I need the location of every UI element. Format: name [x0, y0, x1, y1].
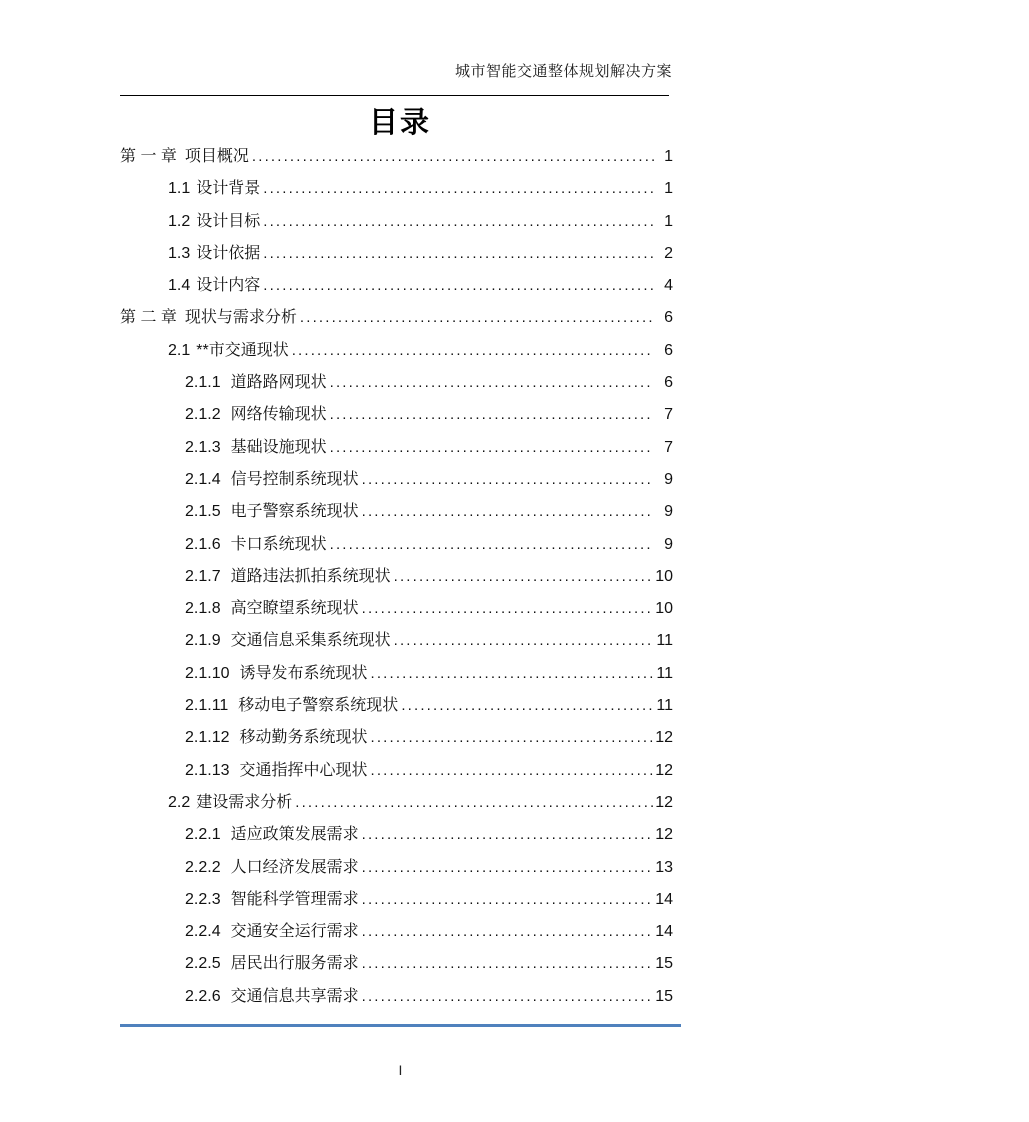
toc-list: [120, 141, 673, 1013]
toc-entry-label: 交通信息采集系统现状: [230, 632, 391, 650]
toc-entry[interactable]: [120, 787, 673, 819]
toc-entry-number: 2.1.2: [185, 406, 221, 424]
toc-entry[interactable]: [120, 755, 673, 787]
header-rule: [120, 95, 669, 96]
toc-title: 目录: [368, 107, 431, 139]
toc-dot-leader: [263, 238, 654, 270]
toc-entry-label: 高空瞭望系统现状: [230, 600, 359, 618]
toc-entry-label: 设计依据: [196, 244, 261, 262]
toc-entry-number: 1.2: [168, 212, 191, 230]
toc-entry[interactable]: [120, 948, 673, 980]
toc-entry-page: 14: [655, 890, 673, 908]
toc-entry-number: 1.1: [168, 180, 191, 198]
page-header-title: 城市智能交通整体规划解决方案: [454, 64, 672, 80]
toc-dot-leader: [371, 722, 655, 754]
toc-dot-leader: [371, 658, 655, 690]
toc-entry[interactable]: [120, 884, 673, 916]
toc-dot-leader: [300, 302, 654, 334]
toc-entry-number: 2.1.10: [185, 664, 230, 682]
toc-entry[interactable]: [120, 916, 673, 948]
toc-dot-leader: [362, 981, 654, 1013]
toc-entry-number: 2.1.8: [185, 600, 221, 618]
toc-entry[interactable]: [120, 690, 673, 722]
toc-entry[interactable]: [120, 981, 673, 1013]
toc-entry[interactable]: [120, 464, 673, 496]
toc-entry[interactable]: [120, 722, 673, 754]
toc-entry-number: 2.2.5: [185, 955, 221, 973]
toc-entry-label: 交通安全运行需求: [230, 923, 359, 941]
toc-dot-leader: [252, 141, 654, 173]
toc-entry-label: 移动勤务系统现状: [239, 729, 368, 747]
toc-entry-label: 基础设施现状: [230, 438, 327, 456]
toc-entry[interactable]: [120, 367, 673, 399]
toc-entry[interactable]: [120, 141, 673, 173]
toc-entry-label: 人口经济发展需求: [230, 858, 359, 876]
toc-entry-label: 设计目标: [196, 212, 261, 230]
toc-entry-number: 2.2.1: [185, 826, 221, 844]
toc-dot-leader: [362, 496, 654, 528]
toc-entry-number: 1.4: [168, 277, 191, 295]
toc-entry-page: 7: [664, 406, 673, 424]
toc-dot-leader: [362, 819, 654, 851]
toc-entry[interactable]: [120, 561, 673, 593]
toc-entry-page: 1: [664, 148, 673, 165]
toc-entry-number: 1.3: [168, 244, 191, 262]
toc-entry-number: 2.1.6: [185, 535, 221, 553]
toc-dot-leader: [295, 787, 654, 819]
toc-entry[interactable]: [120, 658, 673, 690]
toc-entry-number: 2.1.7: [185, 567, 221, 585]
toc-entry-page: 13: [655, 858, 673, 876]
toc-entry-page: 1: [664, 212, 673, 230]
toc-entry[interactable]: [120, 206, 673, 238]
toc-dot-leader: [330, 432, 654, 464]
toc-entry-label: 适应政策发展需求: [230, 826, 359, 844]
toc-entry-label: 电子警察系统现状: [230, 503, 359, 521]
toc-entry-number: 2.2.2: [185, 858, 221, 876]
toc-dot-leader: [263, 173, 654, 205]
toc-entry[interactable]: [120, 173, 673, 205]
toc-entry-number: 2.1.4: [185, 470, 221, 488]
toc-entry-label: 信号控制系统现状: [230, 470, 359, 488]
toc-entry-page: 11: [656, 664, 673, 682]
toc-entry-number: 2.1.9: [185, 632, 221, 650]
toc-entry[interactable]: [120, 625, 673, 657]
toc-entry-page: 6: [664, 341, 673, 359]
toc-entry-label: 卡口系统现状: [230, 535, 327, 553]
toc-dot-leader: [401, 690, 654, 722]
toc-entry-page: 7: [664, 438, 673, 456]
toc-entry[interactable]: [120, 593, 673, 625]
toc-entry-number: 2.2.4: [185, 923, 221, 941]
toc-entry-label: 道路路网现状: [230, 374, 327, 392]
toc-entry-page: 9: [664, 503, 673, 521]
toc-entry[interactable]: [120, 529, 673, 561]
toc-entry-number: 2.2.6: [185, 987, 221, 1005]
footer-rule: [120, 1024, 681, 1027]
footer-page-number: I: [398, 1062, 403, 1078]
toc-entry-page: 14: [655, 923, 673, 941]
toc-entry-page: 9: [664, 535, 673, 553]
toc-entry-page: 4: [664, 277, 673, 295]
toc-dot-leader: [292, 335, 654, 367]
toc-entry-page: 15: [655, 987, 673, 1005]
toc-dot-leader: [330, 367, 654, 399]
toc-entry-number: 2.1.5: [185, 503, 221, 521]
toc-dot-leader: [263, 206, 654, 238]
toc-entry-label: 网络传输现状: [230, 406, 327, 424]
toc-entry-label: 智能科学管理需求: [230, 890, 359, 908]
toc-dot-leader: [394, 625, 654, 657]
toc-entry-label: 诱导发布系统现状: [239, 664, 368, 682]
toc-entry-page: 12: [655, 729, 673, 747]
toc-entry[interactable]: [120, 432, 673, 464]
toc-entry[interactable]: [120, 496, 673, 528]
toc-entry-page: 12: [655, 793, 673, 811]
toc-dot-leader: [362, 948, 654, 980]
toc-entry-page: 6: [664, 309, 673, 327]
toc-entry-page: 10: [655, 567, 673, 585]
toc-entry-page: 12: [655, 826, 673, 844]
toc-entry-page: 9: [664, 470, 673, 488]
toc-dot-leader: [394, 561, 654, 593]
toc-entry-label: **市交通现状: [196, 341, 289, 359]
toc-dot-leader: [330, 399, 654, 431]
toc-dot-leader: [263, 270, 654, 302]
toc-dot-leader: [362, 852, 654, 884]
toc-dot-leader: [371, 755, 655, 787]
toc-entry-page: 11: [656, 697, 673, 715]
toc-entry-label: 交通指挥中心现状: [239, 761, 368, 779]
toc-entry-number: 2.1.3: [185, 438, 221, 456]
toc-entry-label: 现状与需求分析: [184, 309, 297, 327]
toc-entry-label: 道路违法抓拍系统现状: [230, 567, 391, 585]
toc-entry[interactable]: [120, 335, 673, 367]
toc-entry-page: 15: [655, 955, 673, 973]
toc-entry[interactable]: [120, 270, 673, 302]
toc-entry[interactable]: [120, 852, 673, 884]
toc-dot-leader: [362, 464, 654, 496]
toc-dot-leader: [362, 916, 654, 948]
toc-entry-page: 2: [664, 244, 673, 262]
toc-entry-label: 交通信息共享需求: [230, 987, 359, 1005]
toc-dot-leader: [330, 529, 654, 561]
toc-entry-number: 2.2.3: [185, 890, 221, 908]
toc-entry-label: 建设需求分析: [196, 793, 293, 811]
toc-entry-number: 2.1.1: [185, 374, 221, 392]
toc-dot-leader: [362, 884, 654, 916]
toc-entry-page: 12: [655, 761, 673, 779]
toc-entry-label: 居民出行服务需求: [230, 955, 359, 973]
toc-entry-label: 移动电子警察系统现状: [238, 697, 399, 715]
toc-entry-label: 设计背景: [196, 180, 261, 198]
toc-entry[interactable]: [120, 819, 673, 851]
toc-entry-label: 项目概况: [184, 148, 249, 165]
toc-entry-number: 2.1.11: [185, 697, 229, 715]
toc-entry-page: 6: [664, 374, 673, 392]
toc-entry-number: 2.1: [168, 341, 191, 359]
toc-entry-number: 第 一 章: [120, 148, 177, 165]
toc-entry[interactable]: [120, 238, 673, 270]
toc-dot-leader: [362, 593, 654, 625]
toc-entry-number: 2.1.13: [185, 761, 230, 779]
toc-entry-label: 设计内容: [196, 277, 261, 295]
toc-entry-number: 2.2: [168, 793, 191, 811]
toc-entry-page: 11: [656, 632, 673, 650]
toc-entry-number: 第 二 章: [120, 309, 177, 327]
toc-entry[interactable]: [120, 302, 673, 334]
toc-entry-number: 2.1.12: [185, 729, 230, 747]
toc-entry-page: 10: [655, 600, 673, 618]
toc-entry[interactable]: [120, 399, 673, 431]
toc-entry-page: 1: [664, 180, 673, 198]
